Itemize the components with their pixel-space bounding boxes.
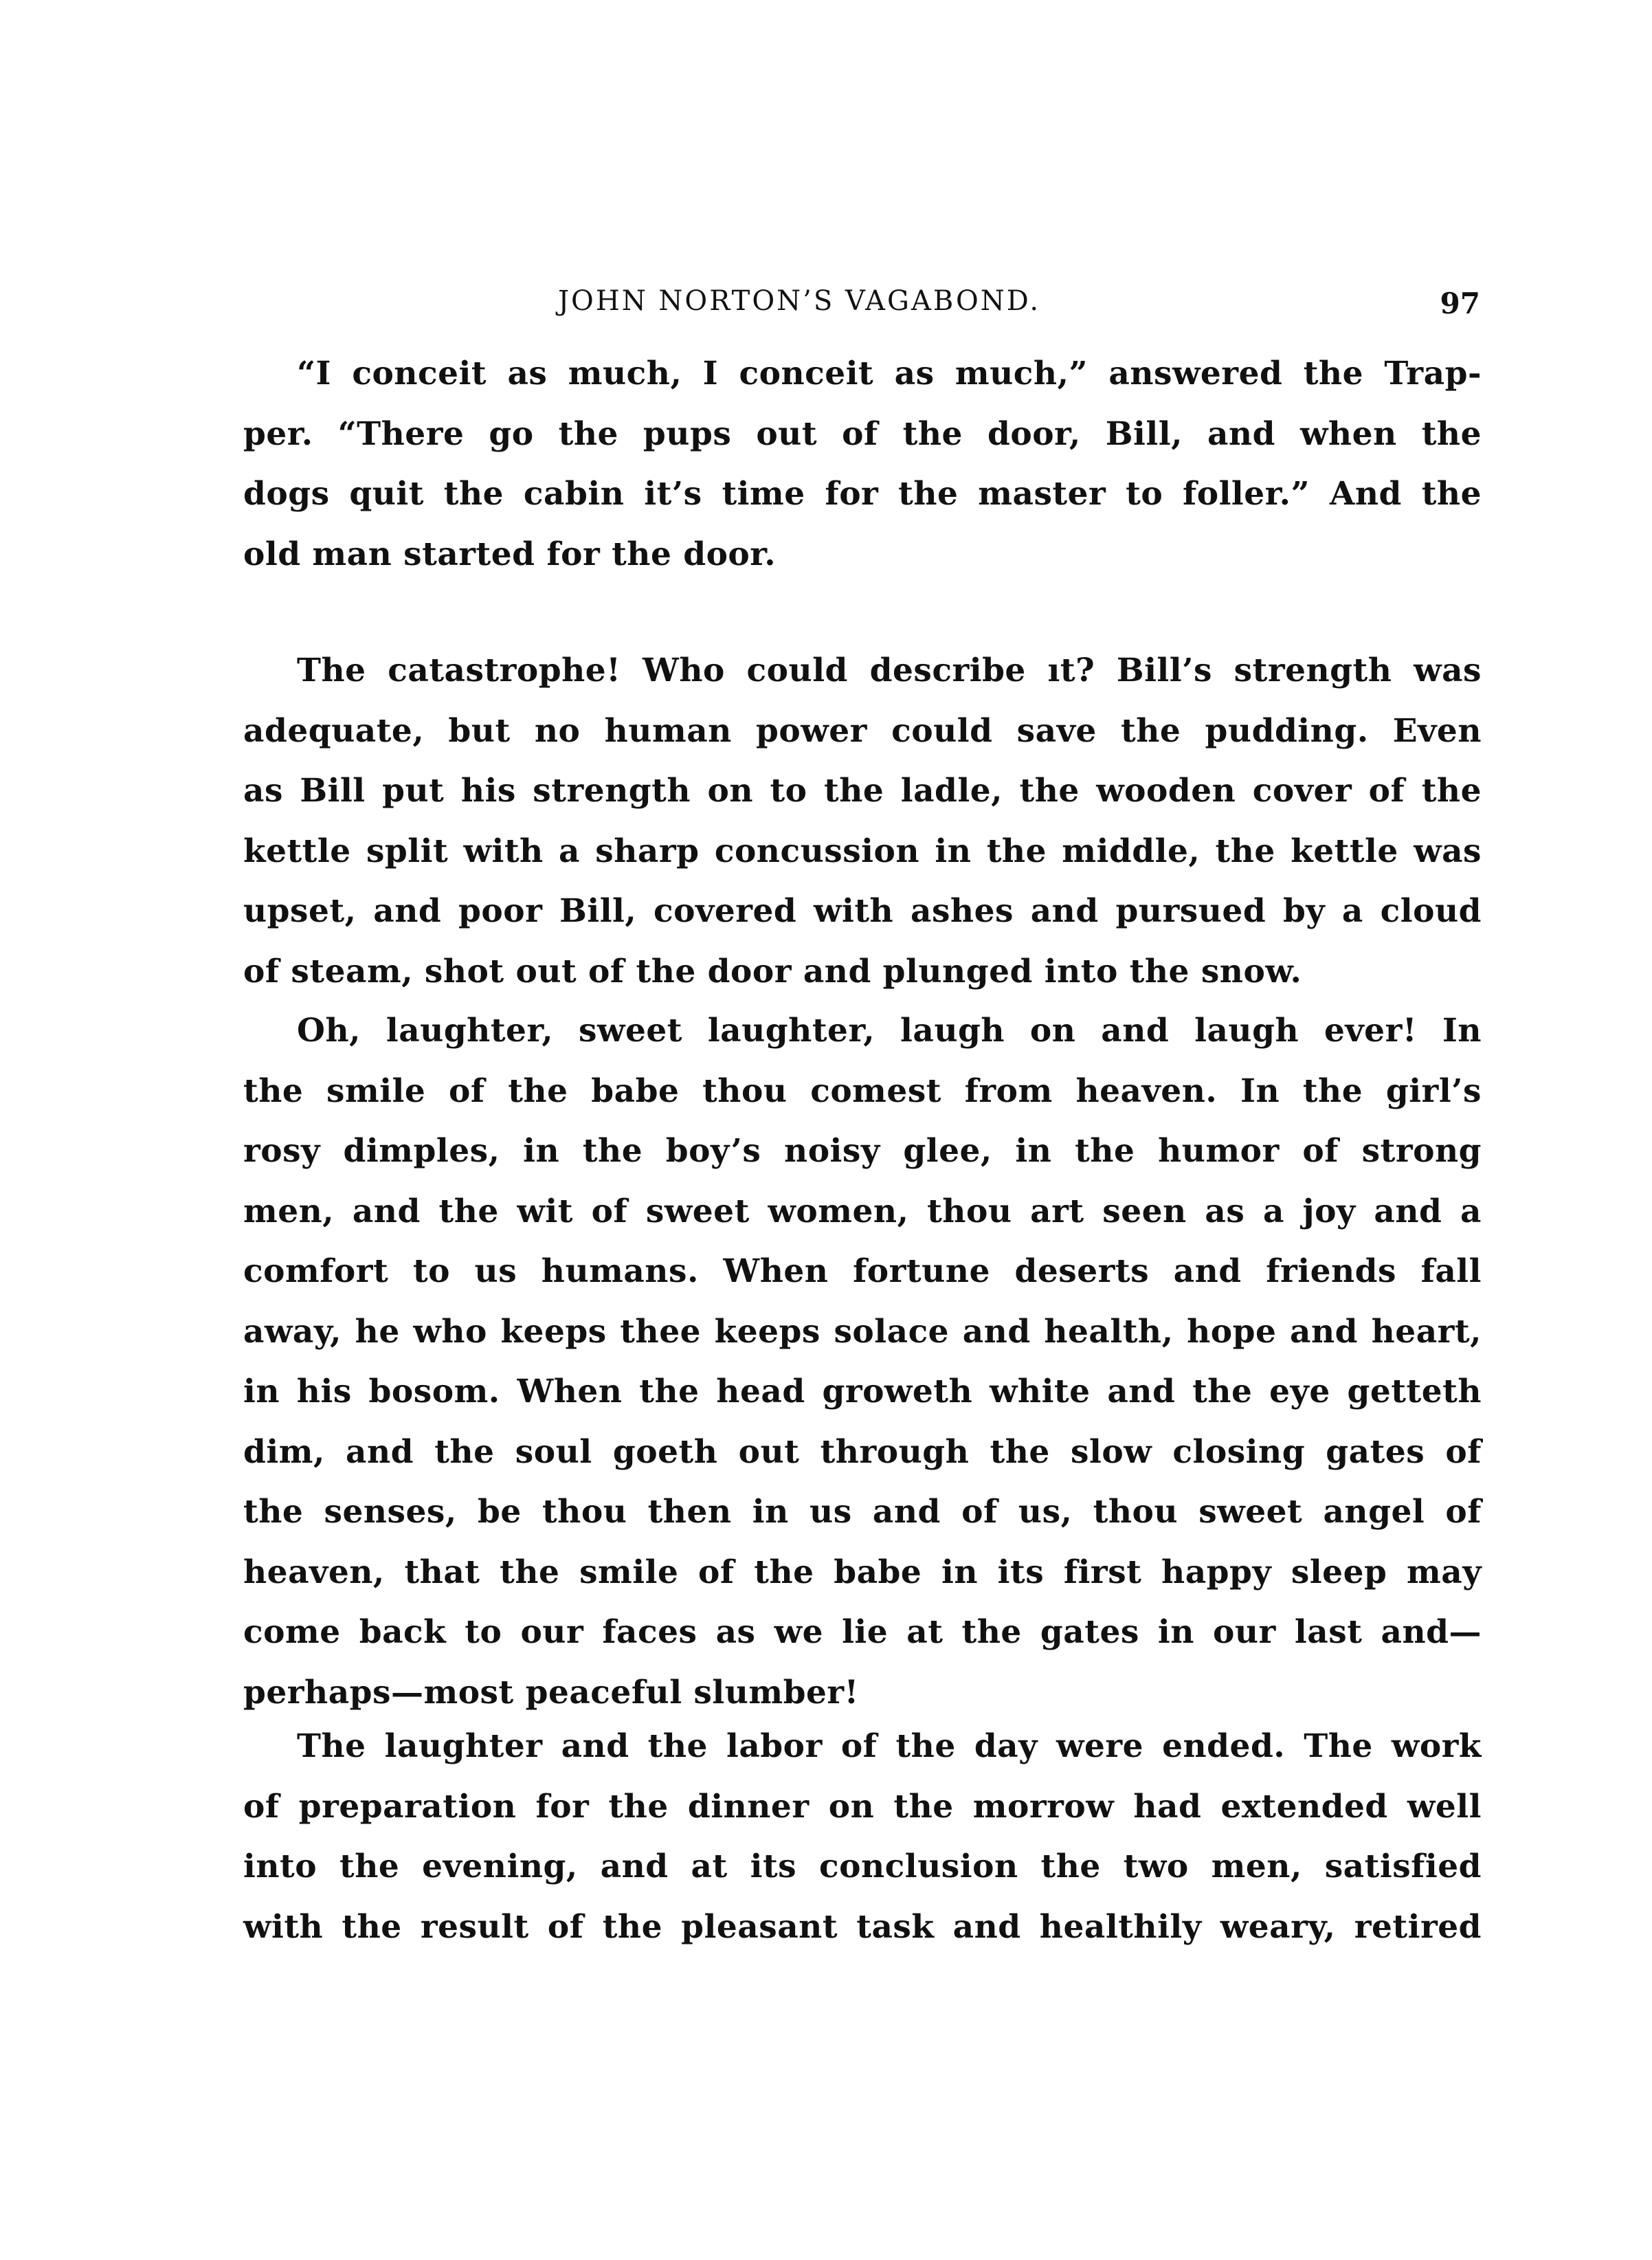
text-line: as Bill put his strength on to the ladle, the wooden cover of the [243, 772, 1482, 810]
paragraph [243, 344, 1482, 584]
text-line: heaven, that the smile of the babe in its first happy sleep may [243, 1553, 1482, 1591]
text-line: old man started for the door. [243, 535, 777, 573]
text-line: “I conceit as much, I conceit as much,” answered the Trap- [297, 355, 1482, 392]
page-number: 97 [1440, 287, 1480, 320]
running-title: JOHN NORTON’S VAGABOND. [558, 285, 1041, 317]
text-line: away, he who keeps thee keeps solace and health, hope and heart, [243, 1312, 1482, 1351]
text-line: The laughter and the labor of the day were ended. The work [297, 1727, 1482, 1765]
text-line: with the result of the pleasant task and healthily weary, retired [243, 1907, 1482, 1946]
text-line: rosy dimples, in the boy’s noisy glee, in the humor of strong [243, 1132, 1482, 1170]
paragraph [243, 1716, 1482, 1957]
text-line: perhaps—most peaceful slumber! [243, 1673, 859, 1711]
text-line: comfort to us humans. When fortune deserts and friends fall [243, 1252, 1482, 1290]
running-head [243, 280, 1482, 322]
text-line: in his bosom. When the head groweth white and the eye getteth [243, 1373, 1482, 1410]
text-line: upset, and poor Bill, covered with ashes and pursued by a cloud [243, 892, 1482, 930]
text-line: men, and the wit of sweet women, thou art seen as a joy and a [243, 1192, 1482, 1230]
text-line: come back to our faces as we lie at the gates in our last and— [243, 1613, 1482, 1651]
paragraph [243, 1001, 1482, 1722]
text-line: Oh, laughter, sweet laughter, laugh on and laugh ever! In [297, 1012, 1482, 1050]
text-line: dim, and the soul goeth out through the slow closing gates of [243, 1432, 1482, 1471]
text-line: The catastrophe! Who could describe ıt? Bill’s strength was [297, 652, 1482, 689]
text-line: into the evening, and at its conclusion the two men, satisfied [243, 1848, 1482, 1885]
text-line: dogs quit the cabin it’s time for the master to foller.” And the [243, 475, 1482, 513]
text-line: the smile of the babe thou comest from heaven. In the girl’s [243, 1072, 1482, 1110]
text-line: the senses, be thou then in us and of us, thou sweet angel of [243, 1493, 1482, 1531]
paragraph [243, 641, 1482, 1001]
text-line: of preparation for the dinner on the morrow had extended well [243, 1787, 1482, 1826]
text-line: per. “There go the pups out of the door, Bill, and when the [243, 414, 1482, 453]
text-line: of steam, shot out of the door and plunged into the snow. [243, 952, 1302, 990]
text-line: kettle split with a sharp concussion in the middle, the kettle was [243, 832, 1482, 870]
text-line: adequate, but no human power could save the pudding. Even [243, 711, 1482, 750]
